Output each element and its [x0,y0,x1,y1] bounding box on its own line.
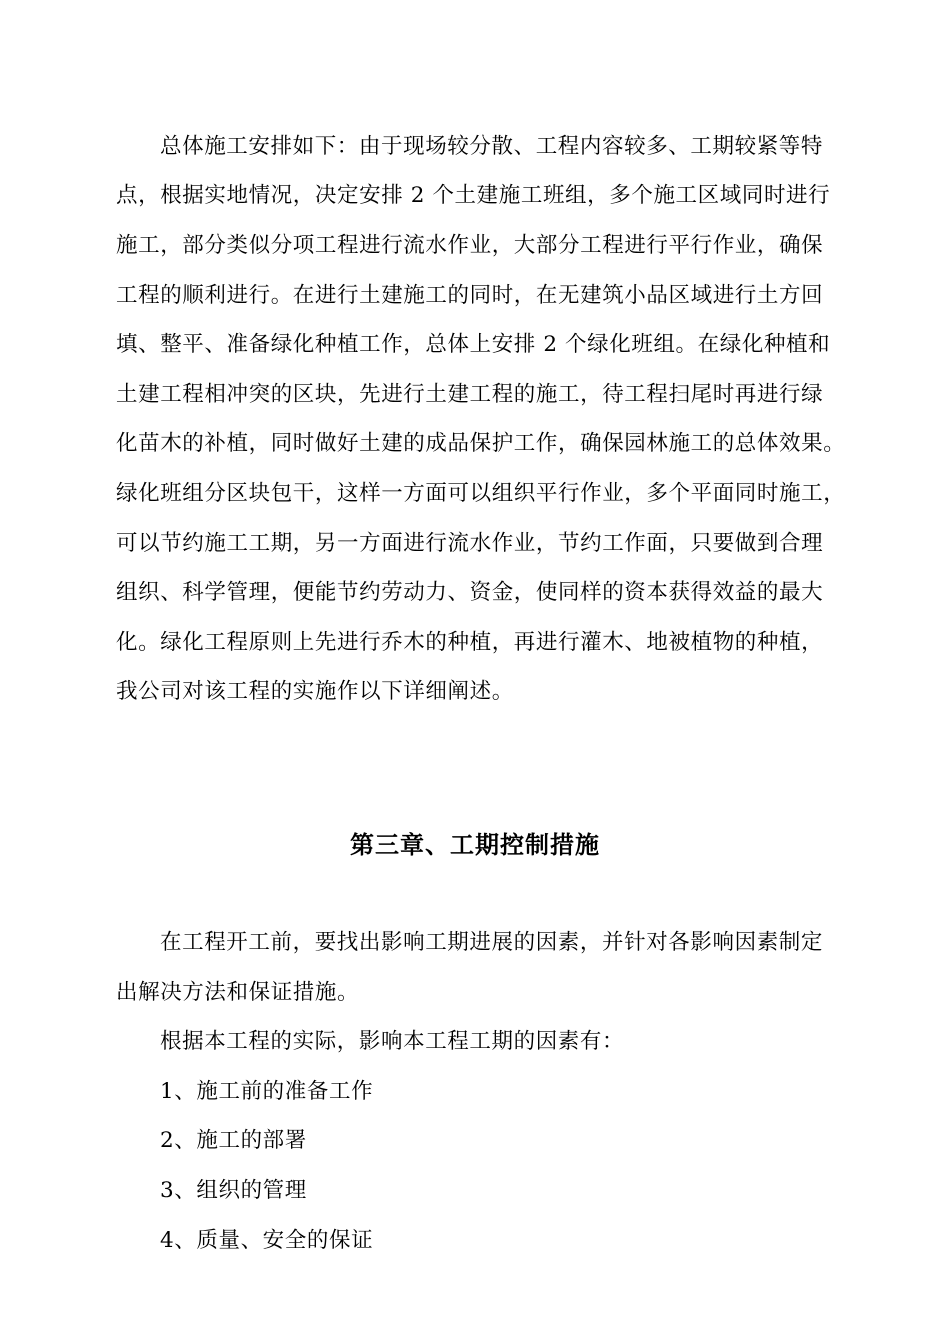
paragraph-1-line-10: 组织、科学管理，便能节约劳动力、资金，使同样的资本获得效益的最大 [116,580,824,605]
paragraph-1-line-8: 绿化班组分区块包干，这样一方面可以组织平行作业，多个平面同时施工， [116,481,846,506]
factor-item-1: 1、施工前的准备工作 [160,1079,374,1104]
paragraph-1-line-1: 总体施工安排如下：由于现场较分散、工程内容较多、工期较紧等特 [160,134,824,159]
paragraph-2-line-1: 在工程开工前，要找出影响工期进展的因素，并针对各影响因素制定 [160,930,824,955]
factor-item-3: 3、组织的管理 [160,1178,307,1203]
factor-item-4: 4、质量、安全的保证 [160,1228,374,1253]
chapter-title: 第三章、工期控制措施 [350,830,600,859]
paragraph-1-line-2: 点，根据实地情况，决定安排 2 个土建施工班组，多个施工区域同时进行 [116,183,831,208]
paragraph-1-line-7: 化苗木的补植，同时做好土建的成品保护工作，确保园林施工的总体效果。 [116,431,846,456]
factor-item-2: 2、施工的部署 [160,1128,307,1153]
paragraph-1-line-4: 工程的顺利进行。在进行土建施工的同时，在无建筑小品区域进行土方回 [116,283,824,308]
paragraph-1-line-3: 施工，部分类似分项工程进行流水作业，大部分工程进行平行作业，确保 [116,233,824,258]
paragraph-1-line-9: 可以节约施工工期，另一方面进行流水作业，节约工作面，只要做到合理 [116,531,824,556]
factors-intro: 根据本工程的实际，影响本工程工期的因素有： [160,1029,625,1054]
paragraph-1-line-6: 土建工程相冲突的区块，先进行土建工程的施工，待工程扫尾时再进行绿 [116,382,824,407]
paragraph-1-line-5: 填、整平、准备绿化种植工作，总体上安排 2 个绿化班组。在绿化种植和 [116,332,831,357]
paragraph-1-line-11: 化。绿化工程原则上先进行乔木的种植，再进行灌木、地被植物的种植， [116,630,824,655]
paragraph-1-line-12: 我公司对该工程的实施作以下详细阐述。 [116,679,514,704]
paragraph-2-line-2: 出解决方法和保证措施。 [116,980,360,1005]
